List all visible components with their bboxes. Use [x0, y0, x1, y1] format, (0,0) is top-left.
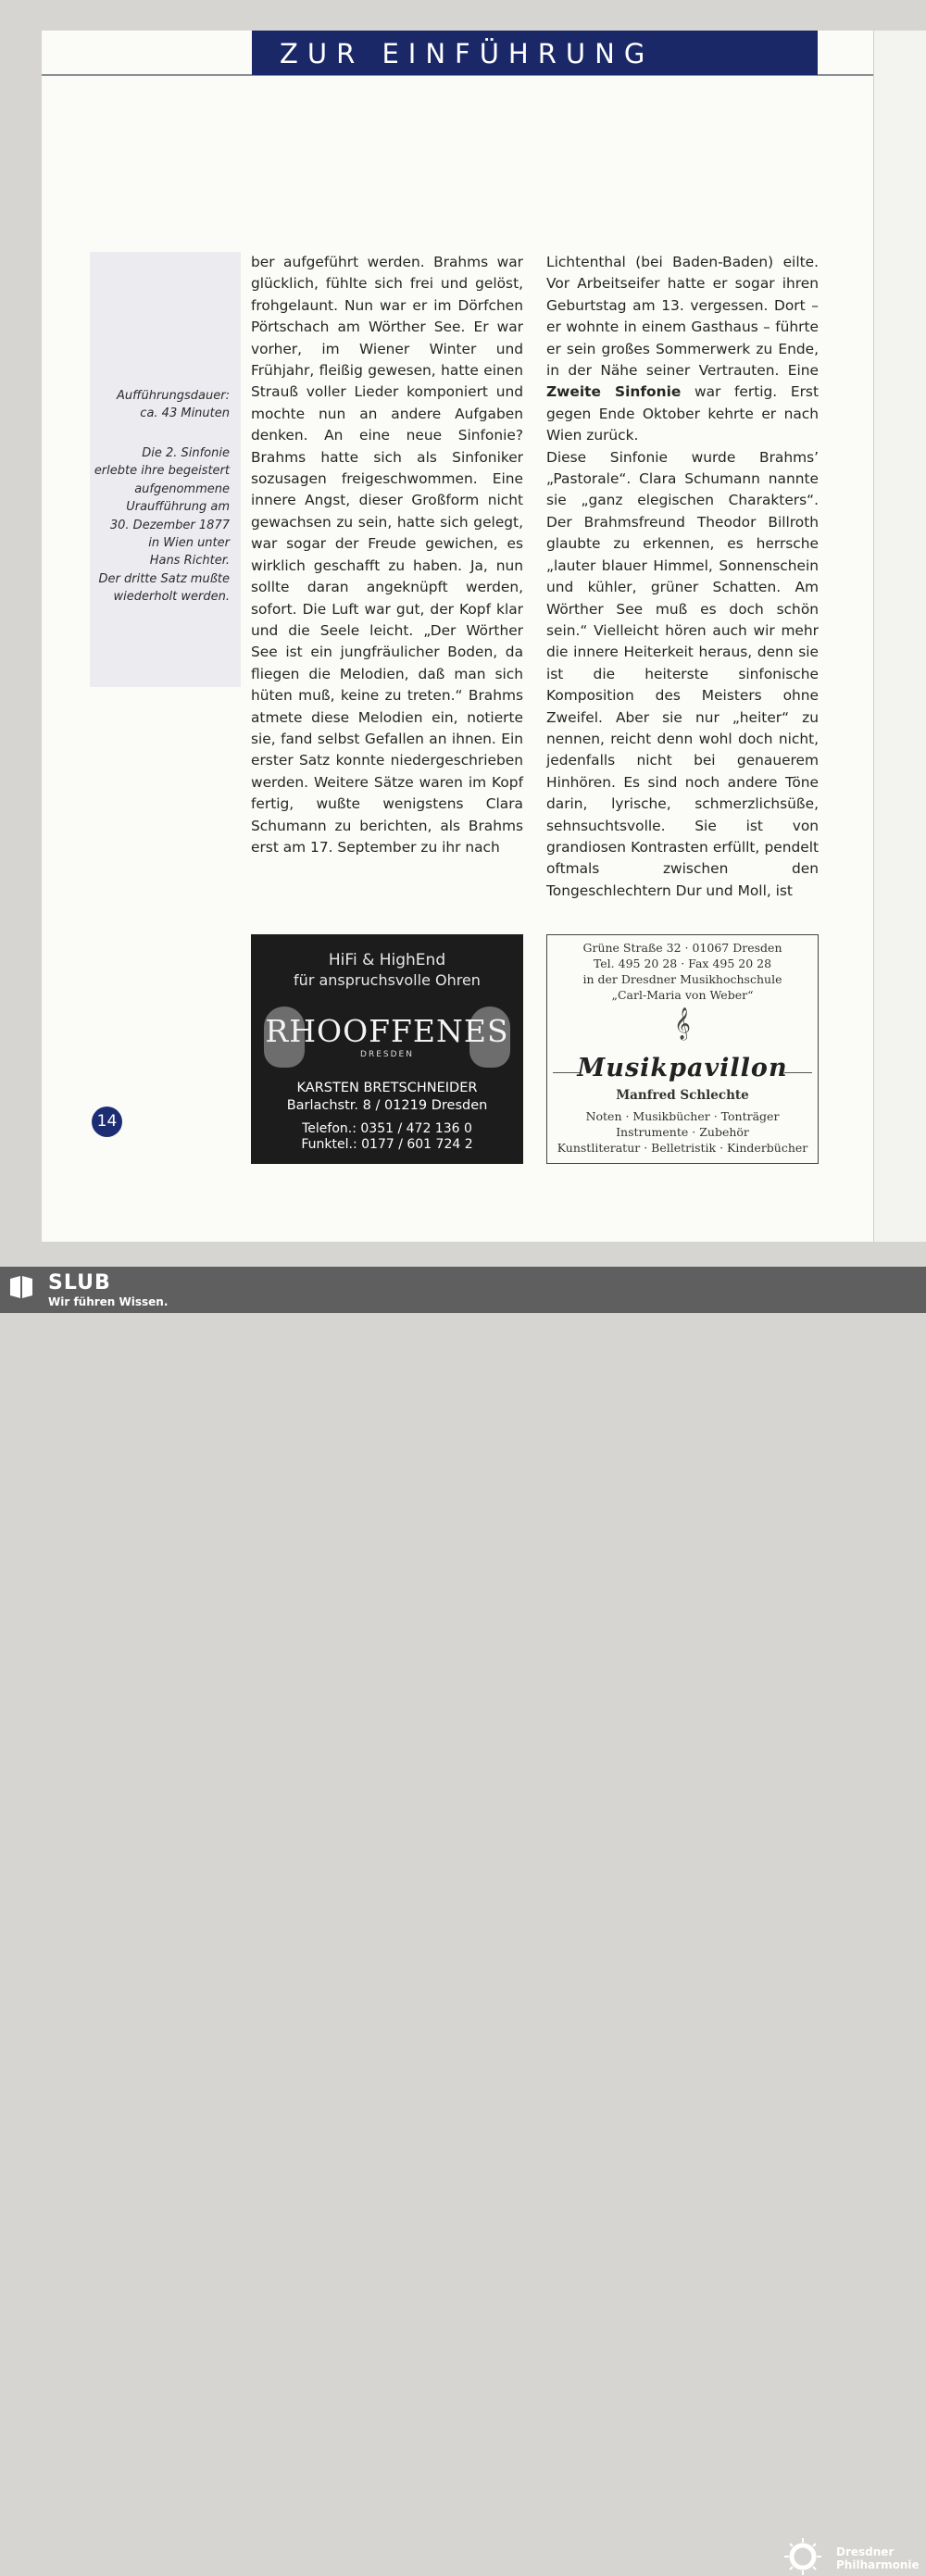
music-shop-advertisement: [546, 934, 819, 1164]
duration-note: [117, 387, 230, 423]
work-title: Zweite Sinfonie: [546, 383, 682, 401]
article-paragraph: [546, 252, 819, 447]
premiere-note: [94, 444, 230, 606]
shop-owner: Manfred Schlechte: [616, 1088, 749, 1103]
treble-clef-icon: 𝄞: [674, 1007, 691, 1040]
library-name[interactable]: SLUB: [48, 1271, 111, 1294]
next-page-edge: [873, 31, 926, 1242]
note-line: aufgenommene: [134, 481, 230, 496]
duration-value: ca. 43 Minuten: [140, 406, 230, 421]
ad-location: in der Dresdner Musikhochschule: [582, 972, 782, 986]
philharmonie-logo-icon: [781, 2537, 825, 2576]
note-line: Hans Richter.: [149, 554, 230, 569]
library-tagline: Wir führen Wissen.: [48, 1295, 169, 1308]
footer-bar: [0, 1267, 926, 2571]
ad-products: Instrumente · Zubehör: [616, 1125, 749, 1139]
ad-brand-city: DRESDEN: [360, 1050, 414, 1059]
partner-name[interactable]: [836, 2545, 920, 2571]
note-line: erlebte ihre begeistert: [94, 464, 230, 479]
ad-phone: Telefon.: 0351 / 472 136 0: [302, 1121, 472, 1136]
article-column-2: [546, 252, 819, 902]
duration-label: Aufführungsdauer:: [116, 389, 230, 403]
article-paragraph: Diese Sinfonie wurde Brahms’ „Pastorale“. Clara Schumann nannte sie „ganz elegischen Charakters“. Der Brahmsfreund Theodor Billroth glaubte zu erkennen, es herrsche „lauter blauer Himmel, Sonnenschein und kühler, grüner Schatten. Am Wörther See muß es doch schön sein.“ Vielleicht hören auch wir mehr die innere Heiterkeit heraus, denn sie ist die heiterste sinfonische Komposition des Meisters ohne Zweifel. Aber sie nur „heiter“ zu nennen, reicht denn wohl doch nicht, jedenfalls nicht bei genauerem Hinhören. Es sind noch andere Töne darin, lyrische, schmerzlichsüße, sehnsuchtsvolle. Sie ist von grandiosen Kontrasten erfüllt, pendelt oftmals zwischen den Tongeschlechtern Dur und Moll, ist: [546, 448, 819, 899]
note-line: 30. Dezember 1877: [109, 518, 230, 532]
ad-tagline: HiFi & HighEnd: [328, 951, 446, 969]
note-line: wiederholt werden.: [113, 590, 230, 605]
book-icon: [7, 1273, 35, 1301]
ad-tagline: für anspruchsvolle Ohren: [294, 971, 481, 989]
section-header: ZUR EINFÜHRUNG: [252, 31, 818, 75]
ad-brand-logo: RHOOFFENES: [265, 1013, 509, 1049]
page-number: 14: [92, 1107, 122, 1137]
ad-address: Grüne Straße 32 · 01067 Dresden: [582, 941, 782, 955]
shop-name: Musikpavillon: [577, 1054, 788, 1082]
ad-mobile: Funktel.: 0177 / 601 724 2: [301, 1137, 473, 1152]
article-text: ber aufgeführt werden. Brahms war glücklich, fühlte sich frei und gelöst, frohgelaunt. Nun war er im Dörfchen Pörtschach am Wörther See. Er war vorher, im Wiener Winter und Frühjahr, fleißig gewesen, hatte einen Strauß voller Lieder komponiert und mochte nun an andere Aufgaben denken. An eine neue Sinfonie? Brahms hatte sich als Sinfoniker sozusagen freigeschwommen. Eine innere Angst, dieser Großform nicht gewachsen zu sein, hatte sich gelegt, war sogar der Freude gewichen, es wirklich geschafft zu haben. Ja, nun sollte daran angeknüpft werden, sofort. Die Luft war gut, der Kopf klar und die Seele leicht. „Der Wörther See ist ein jungfräulicher Boden, da fliegen die Melodien, daß man sich hüten muß, keine zu treten.“ Brahms atmete diese Melodien ein, notierte sie, fand selbst Gefallen an ihnen. Ein erster Satz konnte niedergeschrieben werden. Weitere Sätze waren im Kopf fertig, wußte wenigstens Clara Schumann zu berichten, als Brahms erst am 17. September zu ihr nach: [251, 254, 523, 856]
ad-location: „Carl-Maria von Weber“: [611, 988, 754, 1002]
ad-products: Noten · Musikbücher · Tonträger: [585, 1109, 780, 1123]
note-line: Die 2. Sinfonie: [142, 446, 230, 460]
ad-phone: Tel. 495 20 28 · Fax 495 20 28: [593, 957, 772, 970]
hifi-advertisement: [251, 934, 523, 1164]
ad-address: Barlachstr. 8 / 01219 Dresden: [286, 1098, 488, 1113]
article-column-1: [251, 252, 523, 858]
article-text: war fertig. Erst gegen Ende Oktober kehrte er nach Wien zurück.: [546, 383, 819, 444]
ad-products: Kunstliteratur · Belletristik · Kinderbücher: [557, 1141, 808, 1155]
partner-line: Philharmonie: [836, 2558, 920, 2571]
partner-line: Dresdner: [836, 2545, 895, 2558]
note-line: Uraufführung am: [126, 500, 230, 515]
note-line: Der dritte Satz mußte: [98, 571, 230, 586]
ad-owner: KARSTEN BRETSCHNEIDER: [296, 1081, 478, 1095]
article-text: Lichtenthal (bei Baden-Baden) eilte. Vor Arbeitseifer hatte er sogar ihren Geburtstag am 13. vergessen. Dort – er wohnte in einem Gasthaus – führte er sein großes Sommerwerk zu Ende, in der Nähe seiner Vertrauten. Eine: [546, 254, 819, 380]
note-line: in Wien unter: [148, 536, 230, 551]
